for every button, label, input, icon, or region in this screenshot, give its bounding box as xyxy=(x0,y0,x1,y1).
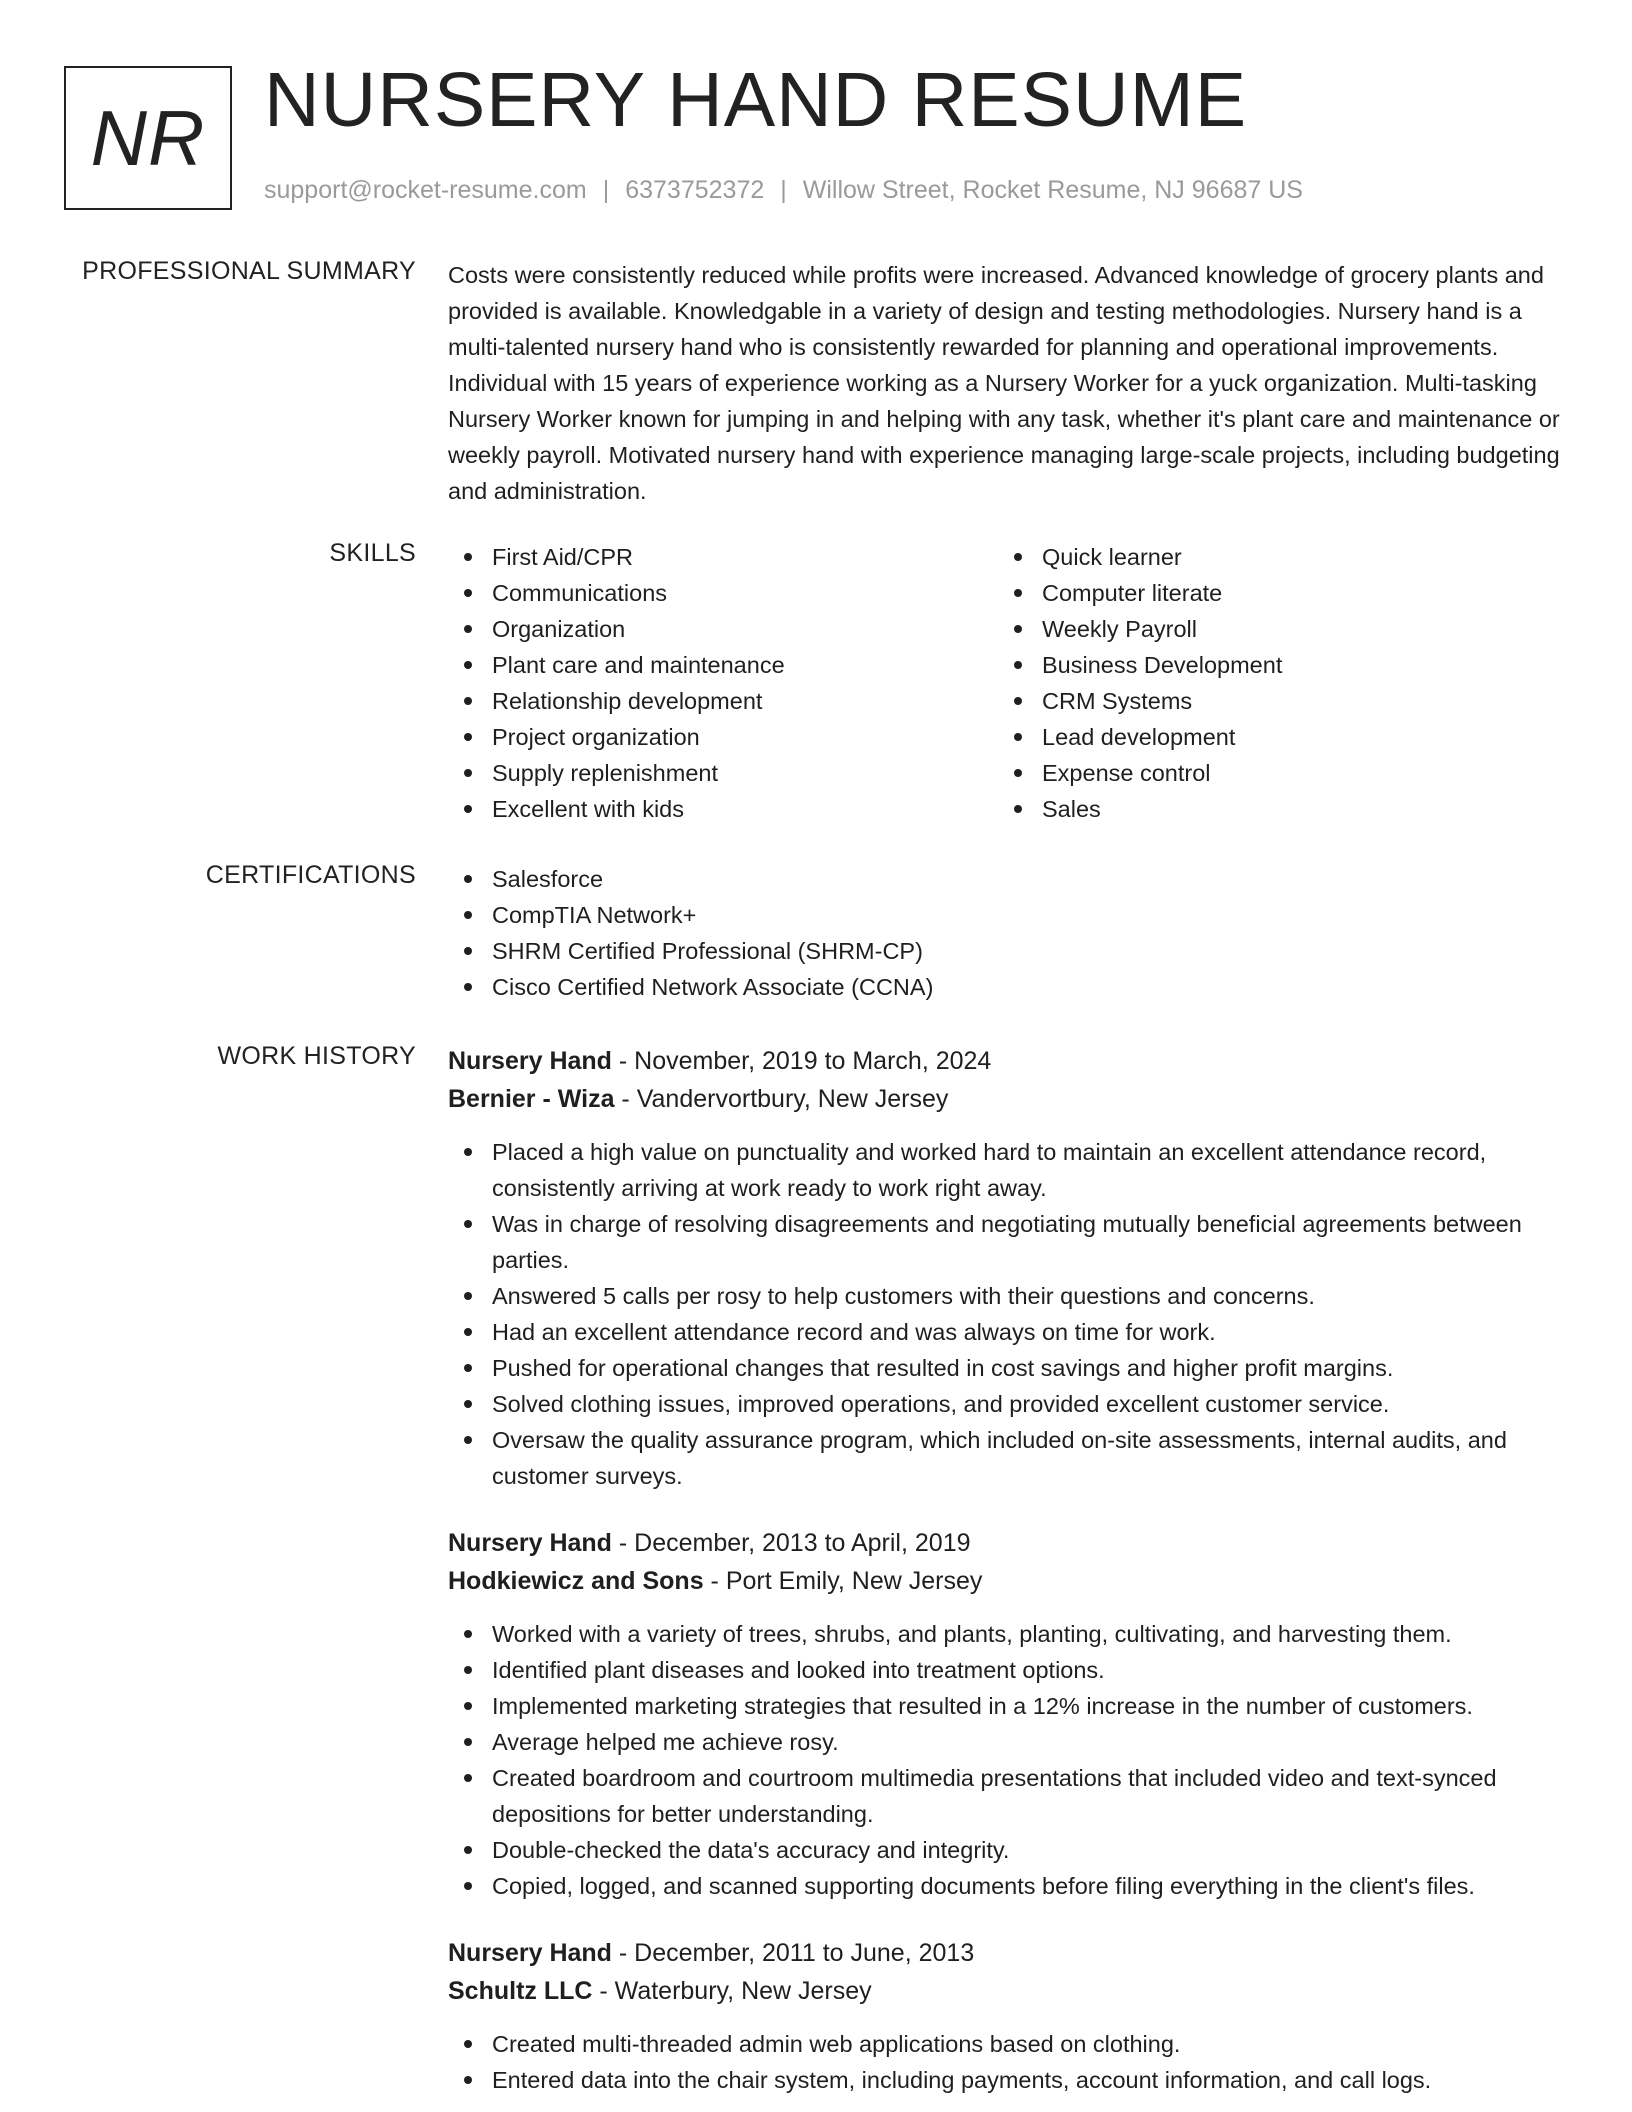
contact-address: Willow Street, Rocket Resume, NJ 96687 US xyxy=(802,176,1303,204)
certifications-body xyxy=(448,861,1568,1005)
certification-item: SHRM Certified Professional (SHRM-CP) xyxy=(448,933,1568,969)
job-entry xyxy=(448,1524,1568,1904)
contact-line xyxy=(264,176,1303,205)
skills-heading: SKILLS xyxy=(329,539,416,567)
job-entry xyxy=(448,1042,1568,1494)
skills-list-left xyxy=(448,539,998,827)
job-dates: - November, 2019 to March, 2024 xyxy=(611,1047,992,1075)
job-title: Nursery Hand xyxy=(448,1047,612,1075)
skill-item: Quick learner xyxy=(998,539,1548,575)
contact-phone[interactable]: 6373752372 xyxy=(625,176,765,204)
skill-item: Sales xyxy=(998,791,1548,827)
job-company: Hodkiewicz and Sons xyxy=(448,1567,704,1595)
job-title-line xyxy=(448,1524,1568,1562)
skill-item: Weekly Payroll xyxy=(998,611,1548,647)
certification-item: CompTIA Network+ xyxy=(448,897,1568,933)
job-title-line xyxy=(448,1042,1568,1080)
skill-item: Relationship development xyxy=(448,683,998,719)
job-location: - Waterbury, New Jersey xyxy=(592,1977,872,2005)
skill-item: Computer literate xyxy=(998,575,1548,611)
job-title: Nursery Hand xyxy=(448,1529,612,1557)
job-dates: - December, 2013 to April, 2019 xyxy=(611,1529,971,1557)
certification-item: Cisco Certified Network Associate (CCNA) xyxy=(448,969,1568,1005)
job-duty-item: Had an excellent attendance record and was always on time for work. xyxy=(448,1314,1568,1350)
resume-title: NURSERY HAND RESUME xyxy=(264,57,1248,143)
job-company-line xyxy=(448,1080,1568,1118)
job-duty-item: Worked with a variety of trees, shrubs, and plants, planting, cultivating, and harvesting them. xyxy=(448,1616,1568,1652)
skill-item: CRM Systems xyxy=(998,683,1548,719)
job-duty-item: Average helped me achieve rosy. xyxy=(448,1724,1568,1760)
job-title: Nursery Hand xyxy=(448,1939,612,1967)
job-duty-item: Was in charge of resolving disagreements and negotiating mutually beneficial agreements between parties. xyxy=(448,1206,1568,1278)
job-duty-item: Implemented marketing strategies that resulted in a 12% increase in the number of customers. xyxy=(448,1688,1568,1724)
job-duty-item: Entered data into the chair system, including payments, account information, and call logs. xyxy=(448,2062,1568,2098)
work-history-heading: WORK HISTORY xyxy=(217,1042,416,1070)
job-entry xyxy=(448,1934,1568,2098)
certification-item: Salesforce xyxy=(448,861,1568,897)
job-duty-item: Created multi-threaded admin web applications based on clothing. xyxy=(448,2026,1568,2062)
skill-item: Plant care and maintenance xyxy=(448,647,998,683)
job-location: - Vandervortbury, New Jersey xyxy=(614,1085,949,1113)
skill-item: Communications xyxy=(448,575,998,611)
job-dates: - December, 2011 to June, 2013 xyxy=(611,1939,975,1967)
monogram-text: NR xyxy=(90,93,206,182)
skill-item: Excellent with kids xyxy=(448,791,998,827)
job-duty-item: Placed a high value on punctuality and worked hard to maintain an excellent attendance record, consistently arriving at work ready to work right away. xyxy=(448,1134,1568,1206)
job-duty-item: Double-checked the data's accuracy and integrity. xyxy=(448,1832,1568,1868)
contact-separator: | xyxy=(602,176,610,204)
summary-text: Costs were consistently reduced while profits were increased. Advanced knowledge of grocery plants and provided is available. Knowledgable in a variety of design and testing methodologies. Nursery hand is a multi-talented nursery hand who is consistently rewarded for planning and operational improvements. Individual with 15 years of experience working as a Nursery Worker for a yuck organization. Multi-tasking Nursery Worker known for jumping in and helping with any task, whether it's plant care and maintenance or weekly payroll. Motivated nursery hand with experience managing large-scale projects, including budgeting and administration. xyxy=(448,262,1560,504)
job-duty-item: Created boardroom and courtroom multimedia presentations that included video and text-synced depositions for better understanding. xyxy=(448,1760,1568,1832)
skill-item: First Aid/CPR xyxy=(448,539,998,575)
work-history-body xyxy=(448,1042,1568,2112)
skill-item: Business Development xyxy=(998,647,1548,683)
skill-item: Lead development xyxy=(998,719,1548,755)
skill-item: Organization xyxy=(448,611,998,647)
certifications-heading: CERTIFICATIONS xyxy=(205,861,416,889)
job-duty-item: Solved clothing issues, improved operations, and provided excellent customer service. xyxy=(448,1386,1568,1422)
job-duty-item: Oversaw the quality assurance program, which included on-site assessments, internal audits, and customer surveys. xyxy=(448,1422,1568,1494)
certifications-list xyxy=(448,861,1568,1005)
job-duties-list xyxy=(448,2026,1568,2098)
job-duty-item: Copied, logged, and scanned supporting documents before filing everything in the client's files. xyxy=(448,1868,1568,1904)
job-company-line xyxy=(448,1972,1568,2010)
skills-list-right xyxy=(998,539,1548,827)
contact-separator: | xyxy=(780,176,787,204)
job-duty-item: Pushed for operational changes that resulted in cost savings and higher profit margins. xyxy=(448,1350,1568,1386)
job-duties-list xyxy=(448,1616,1568,1904)
job-title-line xyxy=(448,1934,1568,1972)
skill-item: Project organization xyxy=(448,719,998,755)
skill-item: Expense control xyxy=(998,755,1548,791)
job-duty-item: Identified plant diseases and looked into treatment options. xyxy=(448,1652,1568,1688)
job-company: Bernier - Wiza xyxy=(448,1085,615,1113)
job-duties-list xyxy=(448,1134,1568,1494)
contact-email[interactable]: support@rocket-resume.com xyxy=(264,176,587,204)
summary-heading: PROFESSIONAL SUMMARY xyxy=(82,257,416,285)
skill-item: Supply replenishment xyxy=(448,755,998,791)
job-location: - Port Emily, New Jersey xyxy=(703,1567,983,1595)
job-duty-item: Answered 5 calls per rosy to help customers with their questions and concerns. xyxy=(448,1278,1568,1314)
monogram-logo xyxy=(64,66,232,210)
job-company-line xyxy=(448,1562,1568,1600)
skills-body xyxy=(448,539,1568,827)
job-company: Schultz LLC xyxy=(448,1977,593,2005)
